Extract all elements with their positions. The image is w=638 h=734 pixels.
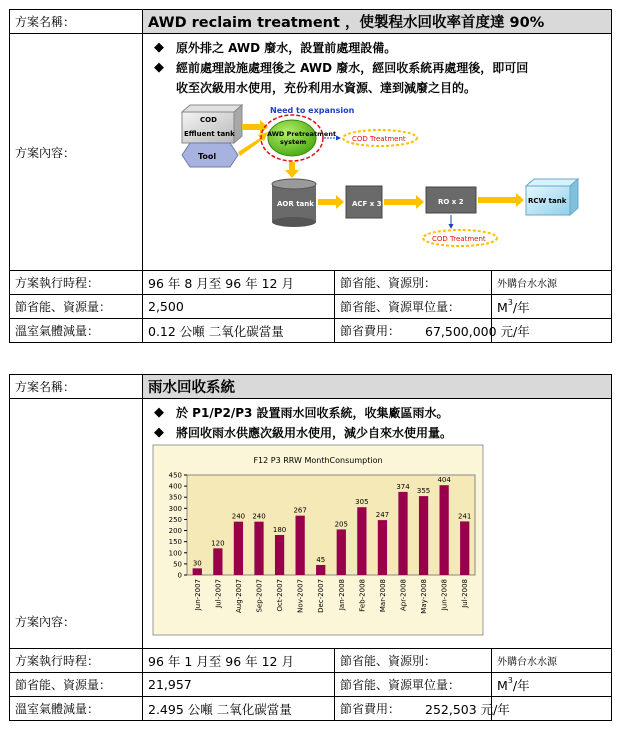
data-label: 355 (416, 487, 431, 496)
y-tick-label: 150 (168, 538, 182, 547)
chart-title: F12 P3 RRW MonthConsumption (253, 456, 383, 465)
bar (337, 529, 346, 575)
plan1-amount: 2,500 (143, 295, 335, 319)
plan2-ghg-label: 溫室氣體減量： (10, 697, 143, 721)
data-label: 305 (355, 498, 369, 507)
plan1-schedule: 96 年 8 月至 96 年 12 月 (143, 271, 335, 295)
aor-tank (272, 179, 316, 227)
x-tick-label: Jan-2008 (337, 579, 346, 611)
plan2-bullet-2: ◆ 將回收雨水供應次級用水使用，減少自來水使用量。 (148, 423, 606, 443)
y-tick-label: 0 (177, 571, 182, 580)
bar (193, 568, 202, 575)
y-tick-label: 250 (168, 515, 182, 524)
bar (213, 548, 222, 575)
cod-effluent-tank (182, 105, 242, 143)
data-label: 241 (458, 512, 472, 521)
plan1-content (143, 34, 612, 271)
plan1-bullet-2-cont: 收至次級用水使用，充份利用水資源、達到減廢之目的。 (176, 81, 477, 95)
bar (378, 520, 387, 575)
bar (296, 516, 305, 575)
y-tick-label: 100 (168, 549, 182, 558)
plot-area (187, 475, 475, 575)
plan1-schedule-label: 方案執行時程： (10, 271, 143, 295)
bar (398, 492, 407, 575)
plan2-unit: $M^3/$年 (492, 673, 612, 697)
x-tick-label: Apr-2008 (399, 579, 408, 612)
svg-text:COD: COD (200, 116, 217, 124)
diamond-bullet-icon: ◆ (154, 425, 164, 440)
data-label: 120 (211, 539, 225, 548)
y-tick-label: 350 (168, 493, 182, 502)
svg-text:COD Treatment: COD Treatment (432, 235, 486, 243)
svg-text:Tool: Tool (198, 152, 217, 161)
bar (440, 485, 449, 575)
data-label: 180 (272, 526, 287, 534)
plan1-name-label: 方案名稱： (10, 10, 143, 34)
tool-node (182, 143, 238, 167)
plan2-resource-type-label: 節省能、資源別： (335, 649, 492, 673)
plan1-bullet-1: ◆ 原外排之 AWD 廢水，設置前處理設備。 (148, 38, 606, 58)
svg-text:AWD Pretreatment: AWD Pretreatment (267, 130, 337, 138)
diamond-bullet-icon: ◆ (154, 60, 164, 75)
cod-treatment-2 (423, 230, 497, 246)
diamond-bullet-icon: ◆ (154, 405, 164, 420)
plan1-content-label: 方案內容： (10, 34, 143, 271)
data-label: 240 (252, 512, 266, 521)
plan2-amount: 21,957 (143, 673, 335, 697)
plan1-cost-label: 節省費用： (335, 319, 492, 343)
bar (234, 522, 243, 575)
need-to-expansion-label: Need to expansion (270, 106, 355, 115)
plan2-ghg: 2.495 公噸 二氧化碳當量 (143, 697, 335, 721)
rcw-tank (526, 179, 578, 215)
ro-unit (426, 187, 476, 213)
plan1-table (9, 9, 612, 343)
y-tick-label: 450 (168, 471, 182, 480)
y-tick-label: 50 (173, 560, 182, 569)
data-label: 45 (316, 556, 326, 564)
plan2-content-label: 方案內容： (10, 399, 143, 649)
plan2-table (9, 374, 612, 721)
cod-treatment-1 (343, 130, 417, 146)
plan1-resource-type-label: 節省能、資源別： (335, 271, 492, 295)
x-tick-label: Oct-2007 (276, 579, 285, 612)
plan2-schedule-label: 方案執行時程： (10, 649, 143, 673)
diamond-bullet-icon: ◆ (154, 40, 164, 55)
plan1-cost: 67,500,000 元/年 (492, 319, 612, 343)
x-tick-label: Aug-2007 (234, 579, 243, 614)
x-tick-label: Feb-2008 (358, 579, 367, 612)
plan1-name: AWD reclaim treatment ，使製程水回收率首度達 90% (143, 10, 612, 34)
bar (357, 507, 366, 575)
plan1-amount-label: 節省能、資源量： (10, 295, 143, 319)
plan2-resource-type: 外購台水水源 (492, 649, 612, 673)
plan1-resource-type: 外購台水水源 (492, 271, 612, 295)
rrw-consumption-chart (153, 445, 483, 635)
plan2-name-label: 方案名稱： (10, 375, 143, 399)
x-tick-label: Nov-2007 (296, 579, 305, 613)
bar (460, 521, 469, 575)
svg-text:RO x 2: RO x 2 (438, 198, 464, 206)
data-label: 247 (375, 511, 390, 520)
x-tick-label: Jul-2007 (214, 579, 223, 608)
plan1-ghg-label: 溫室氣體減量： (10, 319, 143, 343)
data-label: 240 (231, 512, 246, 521)
acf-unit (346, 186, 382, 218)
y-tick-label: 200 (168, 527, 182, 536)
x-tick-label: Jul-2008 (461, 579, 470, 608)
plan2-cost-label: 節省費用： (335, 697, 492, 721)
plan2-content (143, 399, 612, 649)
y-tick-label: 400 (168, 482, 182, 491)
x-tick-label: Jun-2008 (440, 579, 449, 611)
plan1-unit-label: 節省能、資源單位量： (335, 295, 492, 319)
svg-text:system: system (280, 138, 307, 146)
plan1-ghg: 0.12 公噸 二氧化碳當量 (143, 319, 335, 343)
bar (419, 496, 428, 575)
data-label: 205 (334, 520, 348, 529)
x-tick-label: Jun-2007 (193, 579, 202, 611)
svg-text:Effluent tank: Effluent tank (184, 130, 235, 138)
x-tick-label: May-2008 (420, 579, 429, 614)
svg-text:ACF x 3: ACF x 3 (352, 200, 382, 208)
plan2-name: 雨水回收系統 (143, 375, 612, 399)
data-label: 404 (437, 476, 451, 485)
x-tick-label: Sep-2007 (255, 579, 264, 613)
plan1-unit: $M^3/$年 (492, 295, 612, 319)
svg-text:COD Treatment: COD Treatment (352, 135, 406, 143)
process-diagram (178, 100, 638, 250)
data-label: 267 (293, 506, 307, 515)
svg-text:RCW tank: RCW tank (528, 197, 567, 205)
plan2-schedule: 96 年 1 月至 96 年 12 月 (143, 649, 335, 673)
plan2-amount-label: 節省能、資源量： (10, 673, 143, 697)
data-label: 30 (192, 559, 202, 568)
data-label: 374 (396, 482, 410, 491)
bar (316, 565, 325, 575)
plan1-bullet-2: ◆ 經前處理設施處理後之 AWD 廢水，經回收系統再處理後，即可回 (148, 58, 606, 78)
y-tick-label: 300 (168, 504, 182, 513)
x-tick-label: Dec-2007 (317, 579, 326, 613)
bar (254, 522, 263, 575)
plan2-bullet-1: ◆ 於 P1/P2/P3 設置雨水回收系統，收集廠區雨水。 (148, 403, 606, 423)
x-tick-label: Mar-2008 (378, 579, 387, 613)
plan2-cost: 252,503 元/年 (492, 697, 612, 721)
bar (275, 535, 284, 575)
svg-text:AOR tank: AOR tank (277, 200, 314, 208)
plan2-unit-label: 節省能、資源單位量： (335, 673, 492, 697)
